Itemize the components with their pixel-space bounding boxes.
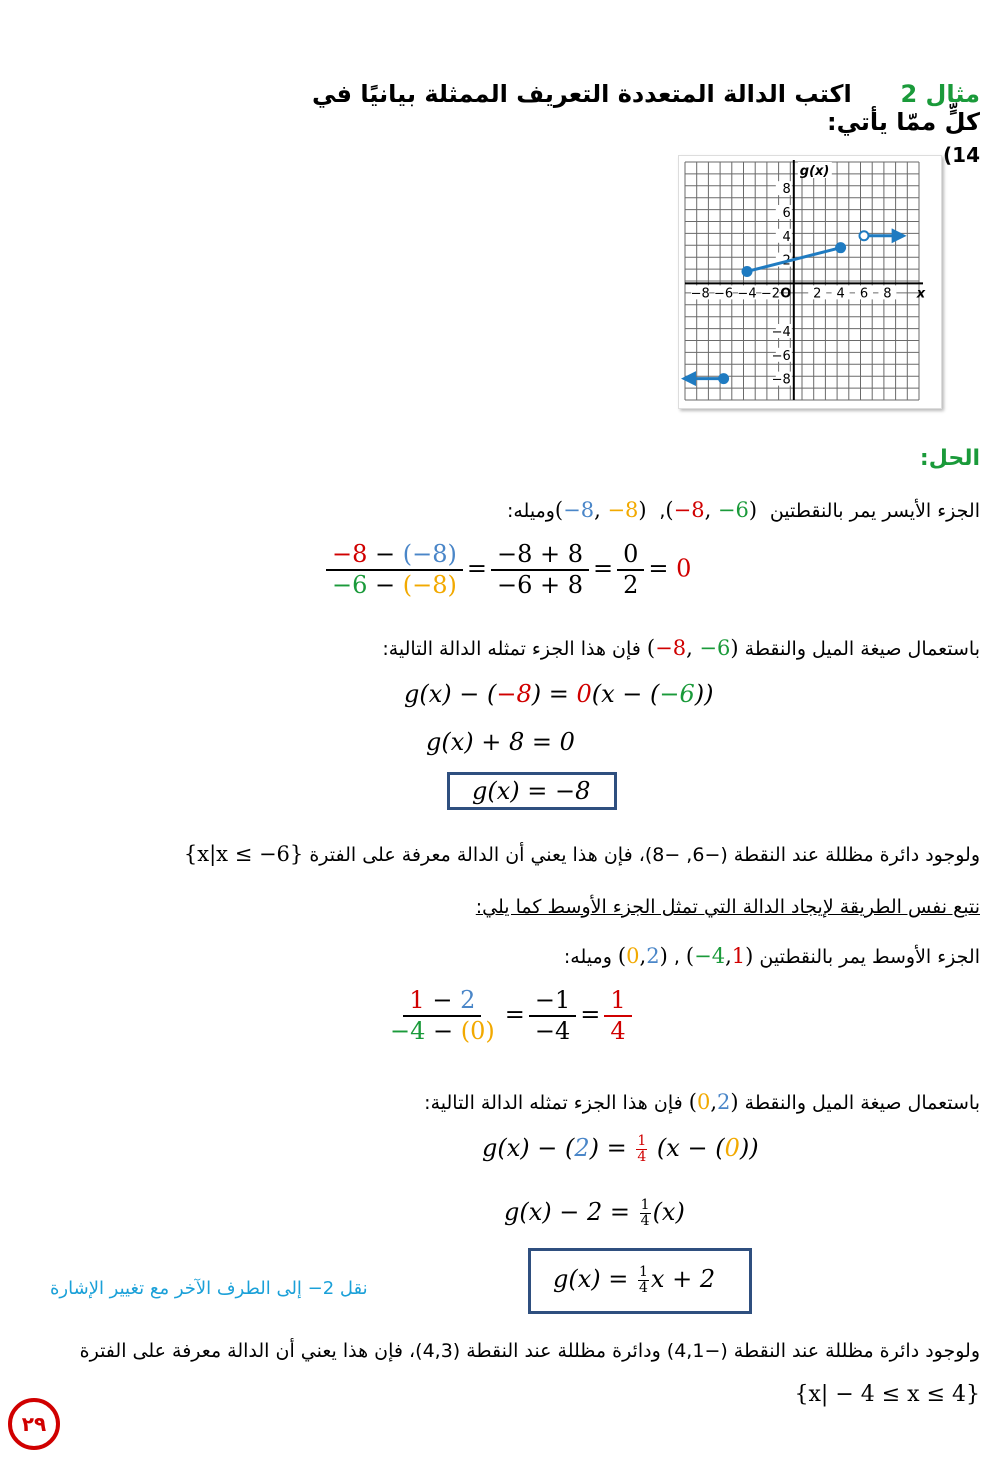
left-domain-set: {x|x ≤ −6} bbox=[183, 842, 304, 866]
middle-suffix: وميله: bbox=[563, 946, 612, 968]
left-suffix: وميله: bbox=[506, 500, 555, 522]
x-tick-label: −4 bbox=[737, 286, 757, 302]
middle-frac3: $\frac{1}{4}$ bbox=[604, 986, 631, 1046]
left-frac2: $\frac{-8 + 8}{-6 + 8}$ bbox=[491, 540, 589, 600]
x-tick-label: 8 bbox=[883, 286, 892, 302]
closed-endpoint bbox=[836, 243, 845, 252]
example-label: مثال 2 bbox=[900, 80, 980, 108]
left-eq3-boxed: g(x) = −8 bbox=[447, 772, 617, 810]
middle-domain-set: {x| − 4 ≤ x ≤ 4} bbox=[794, 1382, 980, 1407]
left-sep: , bbox=[659, 500, 666, 522]
middle-eq3-boxed: g(x) = $\frac{1}{4}$ x + 2 bbox=[528, 1248, 752, 1314]
transition-text: نتبع نفس الطريقة لإيجاد الدالة التي تمثل الجزء الأوسط كما يلي: bbox=[475, 896, 980, 918]
middle-frac2: $\frac{-1}{-4}$ bbox=[529, 986, 576, 1046]
x-tick-label: 6 bbox=[859, 286, 869, 302]
x-tick-label: −2 bbox=[760, 286, 780, 302]
middle-part-intro: الجزء الأوسط يمر بالنقطتين (−4,1) , (0,2) وميله: bbox=[563, 944, 980, 968]
left-part-intro: الجزء الأيسر يمر بالنقطتين (−8, −6) , (−8, −8) وميله: bbox=[506, 498, 980, 522]
y-tick-label: 4 bbox=[782, 229, 791, 245]
example-header bbox=[280, 80, 980, 136]
left-intro-text: الجزء الأيسر يمر بالنقطتين bbox=[769, 500, 980, 522]
middle-note: نقل 2− إلى الطرف الآخر مع تغيير الإشارة bbox=[50, 1278, 368, 1299]
example-title: اكتب الدالة المتعددة التعريف الممثلة بيانيًا في كلٍّ ممّا يأتي: bbox=[311, 80, 980, 136]
middle-ps-pre: باستعمال صيغة الميل والنقطة bbox=[744, 1092, 980, 1114]
x-tick-label: 4 bbox=[836, 286, 845, 302]
y-tick-label: 8 bbox=[782, 182, 791, 198]
closed-endpoint bbox=[743, 267, 752, 276]
x-tick-label: −6 bbox=[714, 286, 734, 302]
y-tick-label: −8 bbox=[771, 372, 791, 388]
left-eq2: g(x) + 8 = 0 bbox=[426, 728, 575, 756]
middle-eq1: g(x) − (2) = $\frac{1}{4}$ (x − (0)) bbox=[482, 1133, 759, 1165]
middle-ps-post: فإن هذا الجزء تمثله الدالة التالية: bbox=[424, 1092, 683, 1114]
graph-svg bbox=[679, 156, 941, 408]
graph-figure bbox=[678, 155, 942, 409]
left-slope-equation: $\frac{-8 - (-8)}{-6 - (-8)}$ = $\frac{-8 + 8}{-6 + 8}$ = $\frac{0}{2}$ = 0 bbox=[322, 540, 691, 600]
page-number-badge bbox=[8, 1398, 60, 1450]
middle-slope-equation: $\frac{1 - 2}{-4 - (0)}$ = $\frac{-1}{-4}$ = $\frac{1}{4}$ bbox=[380, 986, 636, 1046]
left-frac3: $\frac{0}{2}$ bbox=[617, 540, 644, 600]
left-slope-result: 0 bbox=[676, 554, 692, 583]
left-ps-post: فإن هذا الجزء تمثله الدالة التالية: bbox=[382, 638, 641, 660]
origin-label: O bbox=[780, 286, 792, 302]
x-axis-label: x bbox=[916, 286, 926, 302]
left-domain-text: ولوجود دائرة مظللة عند النقطة (−6, −8)، فإن هذا يعني أن الدالة معرفة على الفترة bbox=[309, 844, 980, 866]
y-tick-label: −6 bbox=[771, 348, 791, 364]
middle-eq2: g(x) − 2 = $\frac{1}{4}$ (x) bbox=[504, 1197, 685, 1229]
y-tick-label: −4 bbox=[771, 324, 791, 340]
left-ps-pre: باستعمال صيغة الميل والنقطة bbox=[744, 638, 980, 660]
left-point-sentence: باستعمال صيغة الميل والنقطة (−8, −6) فإن هذا الجزء تمثله الدالة التالية: bbox=[382, 636, 980, 660]
middle-sep: , bbox=[673, 946, 680, 968]
left-domain bbox=[184, 842, 980, 866]
middle-intro-text: الجزء الأوسط يمر بالنقطتين bbox=[759, 946, 980, 968]
left-eq1: g(x) − (−8) = 0(x − (−6)) bbox=[404, 680, 714, 708]
closed-endpoint bbox=[719, 374, 728, 383]
y-axis-label: g(x) bbox=[799, 164, 830, 179]
x-tick-label: −8 bbox=[690, 286, 710, 302]
middle-domain-text: ولوجود دائرة مظللة عند النقطة (−4,1) ودائرة مظللة عند النقطة (4,3)، فإن هذا يعني أن الدالة معرفة على الفترة bbox=[79, 1340, 980, 1362]
middle-frac1: $\frac{1 - 2}{-4 - (0)}$ bbox=[390, 986, 495, 1045]
x-tick-label: 2 bbox=[813, 286, 822, 302]
page-number: ٢٩ bbox=[21, 1412, 47, 1436]
problem-number: (14 bbox=[943, 143, 980, 167]
y-tick-label: 6 bbox=[782, 205, 791, 221]
middle-point-sentence: باستعمال صيغة الميل والنقطة (0,2) فإن هذا الجزء تمثله الدالة التالية: bbox=[424, 1090, 980, 1114]
left-frac1: $\frac{-8 - (-8)}{-6 - (-8)}$ bbox=[326, 540, 463, 600]
open-endpoint bbox=[860, 231, 869, 240]
solution-heading: الحل: bbox=[919, 446, 980, 471]
